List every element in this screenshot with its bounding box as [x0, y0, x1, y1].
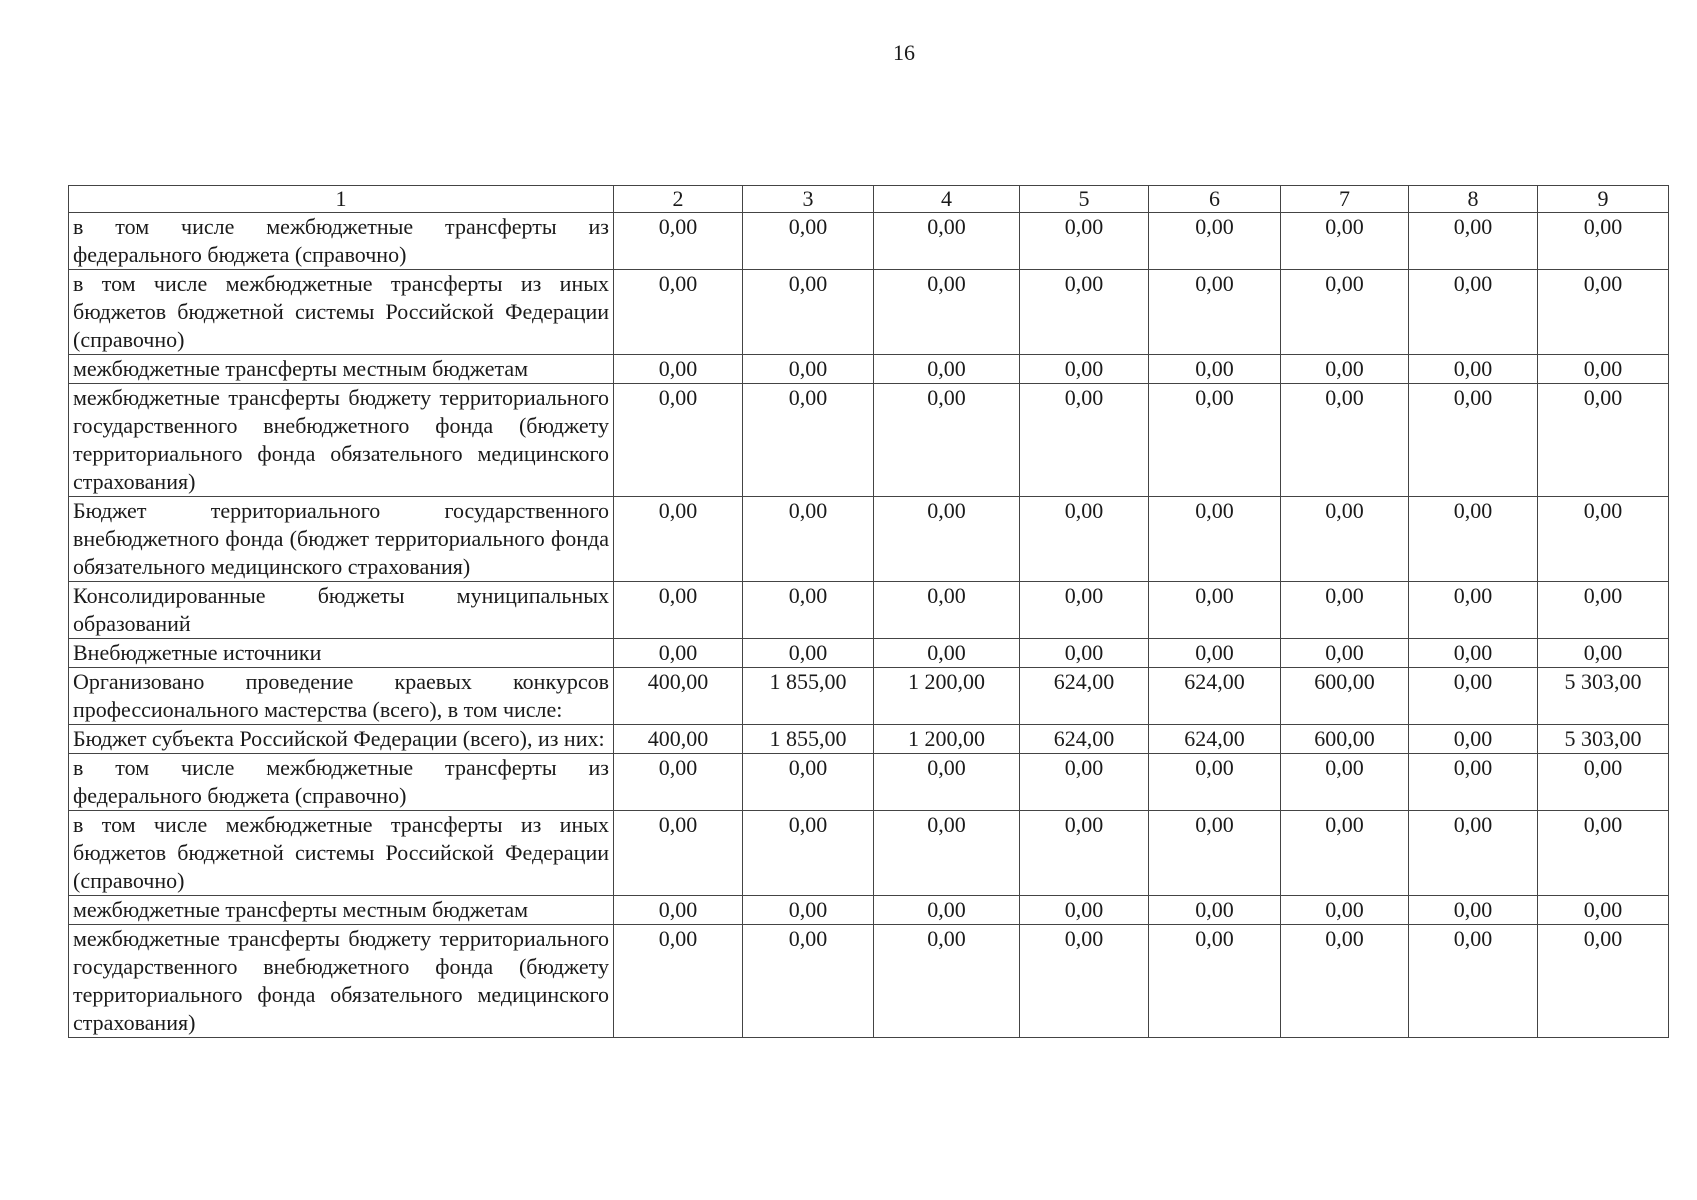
value-cell: 0,00	[1538, 754, 1669, 811]
value-cell: 600,00	[1281, 668, 1409, 725]
value-cell: 0,00	[743, 811, 874, 896]
value-cell: 0,00	[614, 355, 743, 384]
table-row	[69, 355, 1669, 384]
value-cell: 0,00	[1149, 270, 1281, 355]
value-cell: 0,00	[1538, 896, 1669, 925]
value-cell: 0,00	[1281, 497, 1409, 582]
row-label: Организовано проведение краевых конкурсов профессионального мастерства (всего), в том числе:	[69, 668, 614, 725]
row-label: межбюджетные трансферты местным бюджетам	[69, 355, 614, 384]
value-cell: 0,00	[1538, 639, 1669, 668]
value-cell: 0,00	[743, 754, 874, 811]
value-cell: 0,00	[1020, 384, 1149, 497]
value-cell: 0,00	[1020, 213, 1149, 270]
value-cell: 0,00	[1538, 384, 1669, 497]
value-cell: 0,00	[874, 213, 1020, 270]
value-cell: 0,00	[1149, 896, 1281, 925]
column-header: 5	[1020, 186, 1149, 213]
value-cell: 0,00	[1020, 639, 1149, 668]
value-cell: 0,00	[874, 811, 1020, 896]
header-row	[69, 186, 1669, 213]
column-header: 6	[1149, 186, 1281, 213]
row-label: Внебюджетные источники	[69, 639, 614, 668]
value-cell: 0,00	[874, 355, 1020, 384]
value-cell: 0,00	[1281, 384, 1409, 497]
value-cell: 0,00	[743, 384, 874, 497]
value-cell: 0,00	[1281, 270, 1409, 355]
value-cell: 0,00	[874, 384, 1020, 497]
value-cell: 0,00	[1538, 213, 1669, 270]
table-row	[69, 754, 1669, 811]
value-cell: 0,00	[614, 582, 743, 639]
value-cell: 0,00	[743, 925, 874, 1038]
value-cell: 1 200,00	[874, 668, 1020, 725]
value-cell: 0,00	[743, 497, 874, 582]
value-cell: 624,00	[1020, 668, 1149, 725]
value-cell: 0,00	[1149, 582, 1281, 639]
table-row	[69, 925, 1669, 1038]
value-cell: 0,00	[1281, 213, 1409, 270]
value-cell: 0,00	[743, 896, 874, 925]
value-cell: 0,00	[614, 811, 743, 896]
value-cell: 0,00	[614, 754, 743, 811]
value-cell: 0,00	[1409, 754, 1538, 811]
value-cell: 0,00	[614, 213, 743, 270]
value-cell: 0,00	[874, 270, 1020, 355]
value-cell: 0,00	[743, 639, 874, 668]
value-cell: 0,00	[614, 270, 743, 355]
table-row	[69, 270, 1669, 355]
value-cell: 0,00	[1020, 896, 1149, 925]
value-cell: 0,00	[614, 639, 743, 668]
value-cell: 5 303,00	[1538, 668, 1669, 725]
value-cell: 600,00	[1281, 725, 1409, 754]
value-cell: 0,00	[1281, 811, 1409, 896]
budget-table	[68, 185, 1669, 1038]
column-header: 7	[1281, 186, 1409, 213]
value-cell: 0,00	[874, 639, 1020, 668]
table-row	[69, 384, 1669, 497]
table-row	[69, 725, 1669, 754]
table-row	[69, 811, 1669, 896]
value-cell: 0,00	[1281, 896, 1409, 925]
value-cell: 5 303,00	[1538, 725, 1669, 754]
value-cell: 0,00	[743, 355, 874, 384]
value-cell: 0,00	[1281, 355, 1409, 384]
value-cell: 0,00	[1538, 925, 1669, 1038]
value-cell: 624,00	[1020, 725, 1149, 754]
value-cell: 0,00	[874, 925, 1020, 1038]
row-label: в том числе межбюджетные трансферты из федерального бюджета (справочно)	[69, 754, 614, 811]
table-row	[69, 639, 1669, 668]
row-label: в том числе межбюджетные трансферты из иных бюджетов бюджетной системы Российской Федерации (справочно)	[69, 270, 614, 355]
value-cell: 0,00	[1409, 384, 1538, 497]
value-cell: 1 200,00	[874, 725, 1020, 754]
value-cell: 0,00	[1020, 925, 1149, 1038]
value-cell: 0,00	[1149, 355, 1281, 384]
value-cell: 0,00	[614, 896, 743, 925]
value-cell: 0,00	[1409, 896, 1538, 925]
value-cell: 400,00	[614, 668, 743, 725]
value-cell: 1 855,00	[743, 668, 874, 725]
value-cell: 0,00	[1149, 213, 1281, 270]
value-cell: 0,00	[1149, 384, 1281, 497]
table-row	[69, 668, 1669, 725]
column-header: 4	[874, 186, 1020, 213]
value-cell: 0,00	[1020, 754, 1149, 811]
column-header: 3	[743, 186, 874, 213]
value-cell: 0,00	[1409, 497, 1538, 582]
value-cell: 0,00	[1149, 811, 1281, 896]
row-label: межбюджетные трансферты бюджету территориального государственного внебюджетного фонда (бюджету территориального фонда обязательного медицинского страхования)	[69, 384, 614, 497]
value-cell: 0,00	[743, 270, 874, 355]
value-cell: 0,00	[1538, 270, 1669, 355]
value-cell: 0,00	[1538, 811, 1669, 896]
value-cell: 0,00	[743, 213, 874, 270]
value-cell: 624,00	[1149, 668, 1281, 725]
value-cell: 0,00	[1409, 925, 1538, 1038]
row-label: межбюджетные трансферты местным бюджетам	[69, 896, 614, 925]
value-cell: 0,00	[1149, 497, 1281, 582]
value-cell: 0,00	[614, 384, 743, 497]
value-cell: 0,00	[1409, 668, 1538, 725]
row-label: Консолидированные бюджеты муниципальных образований	[69, 582, 614, 639]
value-cell: 0,00	[1149, 754, 1281, 811]
value-cell: 0,00	[1409, 355, 1538, 384]
value-cell: 0,00	[1409, 725, 1538, 754]
value-cell: 0,00	[874, 896, 1020, 925]
row-label: в том числе межбюджетные трансферты из федерального бюджета (справочно)	[69, 213, 614, 270]
value-cell: 0,00	[1149, 639, 1281, 668]
row-label: Бюджет территориального государственного внебюджетного фонда (бюджет территориального фонда обязательного медицинского страхования)	[69, 497, 614, 582]
value-cell: 0,00	[1281, 582, 1409, 639]
table-row	[69, 497, 1669, 582]
value-cell: 0,00	[1409, 270, 1538, 355]
column-header: 1	[69, 186, 614, 213]
value-cell: 0,00	[1020, 811, 1149, 896]
page-number: 16	[893, 40, 915, 65]
row-label: Бюджет субъекта Российской Федерации (всего), из них:	[69, 725, 614, 754]
value-cell: 0,00	[1538, 355, 1669, 384]
table-row	[69, 896, 1669, 925]
column-header: 8	[1409, 186, 1538, 213]
value-cell: 0,00	[1409, 639, 1538, 668]
value-cell: 0,00	[743, 582, 874, 639]
value-cell: 0,00	[1020, 582, 1149, 639]
value-cell: 400,00	[614, 725, 743, 754]
value-cell: 0,00	[1020, 355, 1149, 384]
table-row	[69, 213, 1669, 270]
value-cell: 0,00	[1409, 582, 1538, 639]
value-cell: 0,00	[1538, 497, 1669, 582]
table-row	[69, 582, 1669, 639]
value-cell: 0,00	[1538, 582, 1669, 639]
value-cell: 0,00	[874, 754, 1020, 811]
value-cell: 0,00	[1281, 925, 1409, 1038]
value-cell: 624,00	[1149, 725, 1281, 754]
value-cell: 0,00	[1020, 270, 1149, 355]
value-cell: 0,00	[1020, 497, 1149, 582]
value-cell: 0,00	[1149, 925, 1281, 1038]
value-cell: 0,00	[614, 497, 743, 582]
value-cell: 0,00	[874, 582, 1020, 639]
value-cell: 0,00	[1409, 213, 1538, 270]
value-cell: 0,00	[1409, 811, 1538, 896]
row-label: межбюджетные трансферты бюджету территориального государственного внебюджетного фонда (бюджету территориального фонда обязательного медицинского страхования)	[69, 925, 614, 1038]
column-header: 2	[614, 186, 743, 213]
value-cell: 1 855,00	[743, 725, 874, 754]
value-cell: 0,00	[614, 925, 743, 1038]
table-body	[69, 213, 1669, 1038]
value-cell: 0,00	[874, 497, 1020, 582]
value-cell: 0,00	[1281, 754, 1409, 811]
column-header: 9	[1538, 186, 1669, 213]
value-cell: 0,00	[1281, 639, 1409, 668]
row-label: в том числе межбюджетные трансферты из иных бюджетов бюджетной системы Российской Федерации (справочно)	[69, 811, 614, 896]
